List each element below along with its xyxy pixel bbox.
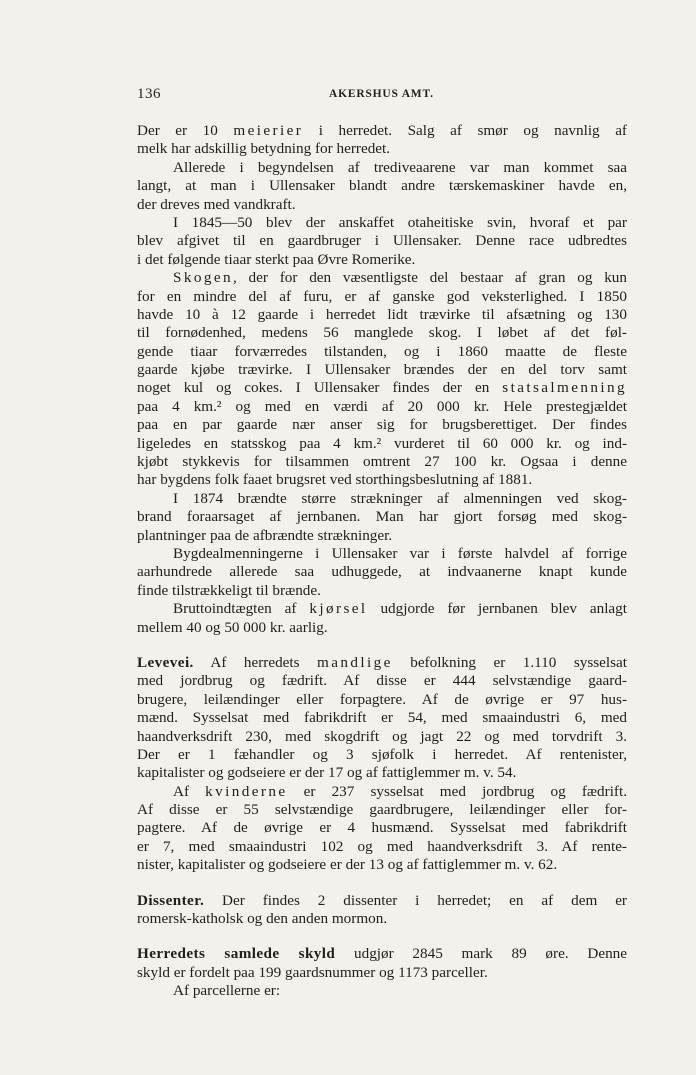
- text-line: [137, 416, 627, 434]
- text-line: [137, 453, 627, 471]
- text-run: Af disse er 55 selvstændige gaardbrugere, leilændinger eller for-: [137, 801, 627, 819]
- text-line: [137, 508, 627, 526]
- text-line: [137, 746, 627, 764]
- text-line: [137, 324, 627, 342]
- text-line: [137, 838, 627, 856]
- text-line: [137, 600, 627, 618]
- text-line: [137, 214, 627, 232]
- text-run: for en mindre del af furu, er af ganske god veksterlighed. I 1850: [137, 287, 627, 305]
- page-header: [137, 86, 627, 108]
- text-line: [137, 910, 627, 928]
- text-run: skyld er fordelt paa 199 gaardsnummer og 1173 parceller.: [137, 963, 488, 981]
- text-line: [137, 398, 627, 416]
- text-run: i herredet. Salg af smør og navnlig af: [303, 122, 627, 139]
- text-run: gaarde kjøbe trævirke. I Ullensaker brændes der en del torv samt: [137, 361, 627, 379]
- text-run: , der for den væsentligste del bestaar af gran og kun: [232, 269, 627, 287]
- text-run: pagtere. Af de øvrige er 4 husmænd. Sysselsat med fabrikdrift: [137, 819, 627, 837]
- text-run: nister, kapitalister og godseiere er der 13 og af fattiglemmer m. v. 62.: [137, 856, 558, 874]
- text-line: [137, 196, 627, 214]
- paragraph-block: [137, 892, 627, 929]
- text-line: [137, 435, 627, 453]
- text-run: befolkning er 1.110 sysselsat: [392, 653, 627, 671]
- text-run: romersk-katholsk og den anden mormon.: [137, 910, 388, 928]
- text-line: [137, 471, 627, 489]
- text-run: er 237 sysselsat med jordbrug og fædrift.: [287, 782, 627, 800]
- paragraph-block: [137, 945, 627, 1000]
- text-run: Af: [173, 782, 206, 800]
- text-run: haandverksdrift 230, med skogdrift og jagt 22 og med torvdrift 3.: [137, 727, 627, 745]
- section-heading: Herredets samlede skyld: [137, 945, 336, 963]
- text-run: finde tilstrækkeligt til brænde.: [137, 581, 321, 599]
- spaced-term: statsalmenning: [502, 379, 627, 397]
- text-line: [137, 177, 627, 195]
- text-line: [137, 122, 627, 140]
- text-run: I 1874 brændte større strækninger af almenningen ved skog-: [173, 489, 627, 507]
- text-run: Bygdealmenningerne i Ullensaker var i første halvdel af forrige: [173, 544, 627, 562]
- spaced-term: Skogen: [173, 269, 233, 287]
- page-number: 136: [137, 86, 161, 102]
- text-line: [137, 964, 627, 982]
- text-line: [137, 982, 627, 1000]
- text-run: gende tiaar forværredes tilstanden, og i 1860 maatte de fleste: [137, 342, 627, 360]
- text-line: [137, 856, 627, 874]
- text-run: Der er 1 fæhandler og 3 sjøfolk i herredet. Af rentenister,: [137, 745, 627, 763]
- text-line: [137, 288, 627, 306]
- text-run: mænd. Sysselsat med fabrikdrift er 54, med smaaindustri 6, med: [137, 709, 627, 727]
- text-line: [137, 490, 627, 508]
- text-run: til fornødenhed, medens 56 manglede skog. I løbet af det føl-: [137, 324, 627, 342]
- text-line: [137, 819, 627, 837]
- text-line: [137, 672, 627, 690]
- section-gap: [137, 875, 627, 892]
- text-line: [137, 582, 627, 600]
- spaced-term: kvinderne: [205, 782, 288, 800]
- text-line: [137, 801, 627, 819]
- text-run: med jordbrug og fædrift. Af disse er 444 selvstændige gaard-: [137, 672, 627, 690]
- text-run: mellem 40 og 50 000 kr. aarlig.: [137, 618, 328, 636]
- text-line: [137, 764, 627, 782]
- section-heading: Levevei.: [137, 653, 194, 671]
- text-line: [137, 728, 627, 746]
- text-run: udgjorde før jernbanen blev anlagt: [367, 600, 627, 618]
- text-run: Der er 10: [137, 122, 234, 139]
- text-run: Af parcellerne er:: [173, 982, 281, 1000]
- text-line: [137, 619, 627, 637]
- text-run: brugere, leilændinger eller forpagtere. Af de øvrige er 97 hus-: [137, 690, 627, 708]
- text-run: paa en par gaarde nær anser sig for brugsberettiget. Der findes: [137, 416, 627, 434]
- text-line: [137, 251, 627, 269]
- text-line: [137, 545, 627, 563]
- text-run: I 1845—50 blev der anskaffet otaheitiske svin, hvoraf et par: [173, 213, 627, 231]
- text-run: i det følgende tiaar sterkt paa Øvre Romerike.: [137, 250, 416, 268]
- text-run: aarhundrede allerede saa udhuggede, at indvaanerne knapt kunde: [137, 563, 627, 581]
- text-line: [137, 709, 627, 727]
- text-run: Allerede i begyndelsen af trediveaarene var man kommet saa: [173, 158, 627, 176]
- text-run: der dreves med vandkraft.: [137, 195, 296, 213]
- text-line: [137, 654, 627, 672]
- section-heading: Dissenter.: [137, 891, 205, 909]
- text-line: [137, 232, 627, 250]
- text-run: langt, at man i Ullensaker blandt andre tærskemaskiner havde en,: [137, 177, 627, 195]
- text-run: brand foraarsaget af jernbanen. Man har gjort forsøg med skog-: [137, 508, 627, 526]
- text-line: [137, 563, 627, 581]
- spaced-term: meierier: [233, 122, 304, 139]
- text-run: havde 10 à 12 gaarde i herredet lidt trævirke til afsætning og 130: [137, 305, 627, 323]
- text-line: [137, 140, 627, 158]
- text-run: paa 4 km.² og med en værdi af 20 000 kr. Hele prestegjældet: [137, 397, 627, 415]
- text-run: udgjør 2845 mark 89 øre. Denne: [335, 945, 628, 963]
- section-gap: [137, 928, 627, 945]
- text-line: [137, 306, 627, 324]
- spaced-term: mandlige: [317, 653, 393, 671]
- text-run: ligeledes en statsskog paa 4 km.² vurderet til 60 000 kr. og ind-: [137, 434, 627, 452]
- text-line: [137, 269, 627, 287]
- text-line: [137, 343, 627, 361]
- spaced-term: kjørsel: [309, 600, 368, 618]
- text-line: [137, 361, 627, 379]
- text-line: [137, 379, 627, 397]
- text-line: [137, 691, 627, 709]
- text-line: [137, 783, 627, 801]
- text-line: [137, 159, 627, 177]
- text-run: melk har adskillig betydning for herredet.: [137, 140, 391, 158]
- text-run: Bruttoindtægten af: [173, 600, 310, 618]
- text-run: kapitalister og godseiere er der 17 og af fattiglemmer m. v. 54.: [137, 764, 517, 782]
- text-run: er 7, med smaaindustri 102 og med haandverksdrift 3. Af rente-: [137, 837, 627, 855]
- text-line: [137, 945, 627, 963]
- text-line: [137, 527, 627, 545]
- text-run: plantninger paa de afbrændte strækninger.: [137, 526, 393, 544]
- text-run: kjøbt stykkevis for tilsammen omtrent 27 100 kr. Ogsaa i denne: [137, 453, 627, 471]
- section-gap: [137, 637, 627, 654]
- text-run: Af herredets: [193, 653, 318, 671]
- paragraph-block: [137, 122, 627, 637]
- running-title: AKERSHUS AMT.: [329, 88, 434, 100]
- text-run: Der findes 2 dissenter i herredet; en af dem er: [204, 891, 627, 909]
- text-line: [137, 892, 627, 910]
- text-run: blev afgivet til en gaardbruger i Ullensaker. Denne race udbredtes: [137, 232, 627, 250]
- text-run: har bygdens folk faaet brugsret ved storthingsbeslutning af 1881.: [137, 471, 533, 489]
- paragraph-block: [137, 654, 627, 875]
- body-text: [137, 122, 627, 1001]
- text-run: noget kul og cokes. I Ullensaker findes der en: [137, 379, 503, 397]
